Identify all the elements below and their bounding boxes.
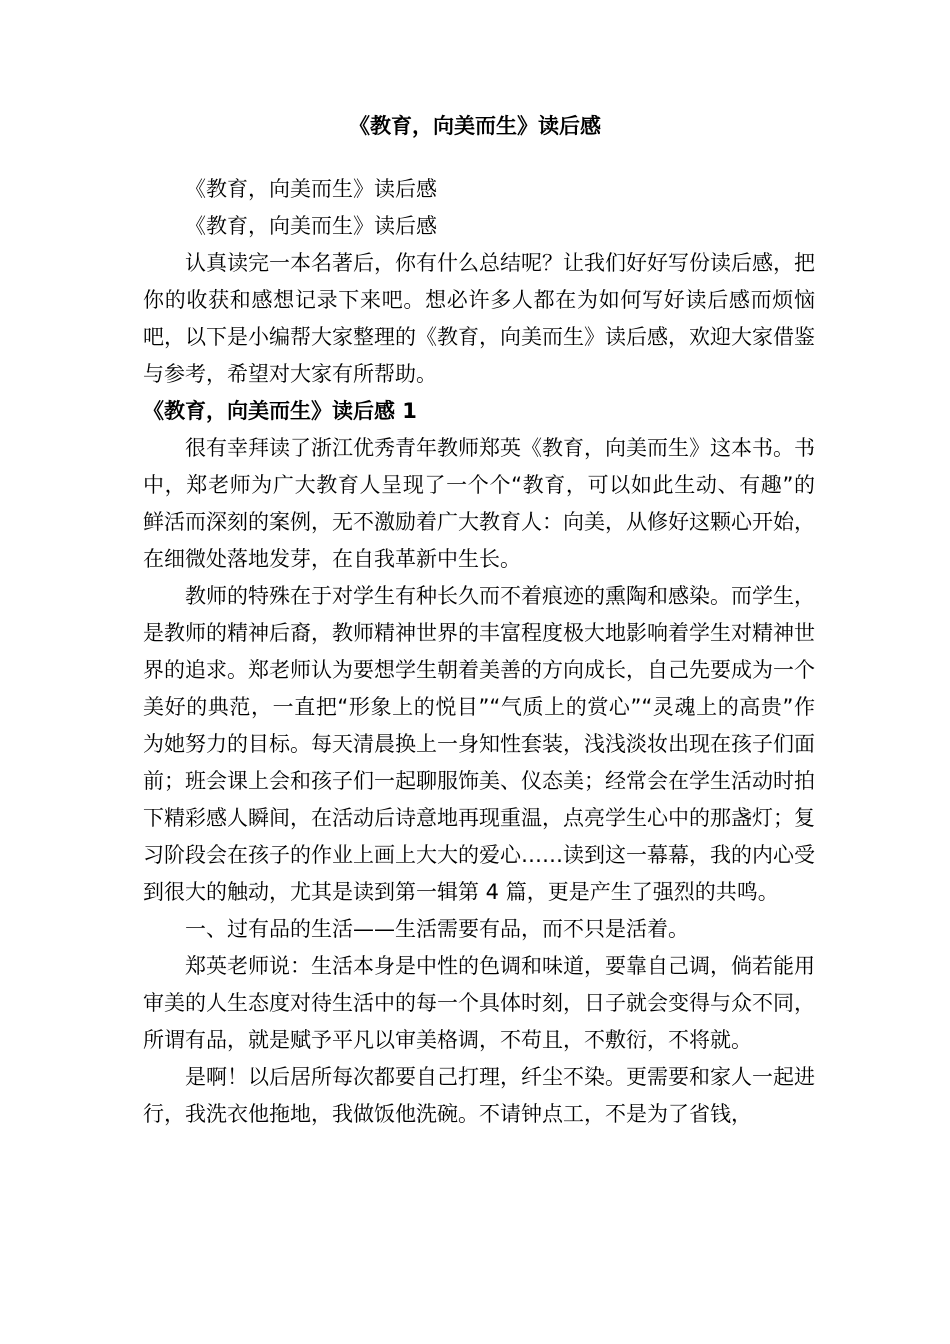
paragraph: 《教育，向美而生》读后感 (185, 177, 437, 201)
paragraph: 认真读完一本名著后，你有什么总结呢？让我们好好写份读后感，把你的收获和感想记录下来吧。想必许多人都在为如何写好读后感而烦恼吧，以下是小编帮大家整理的《教育，向美而生》读后感，欢迎大家借鉴与参考，希望对大家有所帮助。 (143, 251, 815, 386)
section-heading: 《教育，向美而生》读后感 1 (143, 399, 417, 423)
paragraph: 一、过有品的生活——生活需要有品，而不只是活着。 (185, 917, 689, 941)
paragraph: 郑英老师说：生活本身是中性的色调和味道，要靠自己调，倘若能用审美的人生态度对待生活中的每一个具体时刻，日子就会变得与众不同，所谓有品，就是赋予平凡以审美格调，不苟且，不敷衍，不将就。 (143, 954, 815, 1052)
document-body (143, 171, 815, 1133)
document-title: 《教育，向美而生》读后感 (349, 114, 601, 138)
paragraph: 很有幸拜读了浙江优秀青年教师郑英《教育，向美而生》这本书。书中，郑老师为广大教育人呈现了一个个“教育，可以如此生动、有趣”的鲜活而深刻的案例，无不激励着广大教育人：向美，从修好这颗心开始，在细微处落地发芽，在自我革新中生长。 (143, 436, 815, 571)
paragraph: 教师的特殊在于对学生有种长久而不着痕迹的熏陶和感染。而学生，是教师的精神后裔，教师精神世界的丰富程度极大地影响着学生对精神世界的追求。郑老师认为要想学生朝着美善的方向成长，自己先要成为一个美好的典范，一直把“形象上的悦目”“气质上的赏心”“灵魂上的高贵”作为她努力的目标。每天清晨换上一身知性套装，浅浅淡妆出现在孩子们面前；班会课上会和孩子们一起聊服饰美、仪态美；经常会在学生活动时拍下精彩感人瞬间，在活动后诗意地再现重温，点亮学生心中的那盏灯；复习阶段会在孩子的作业上画上大大的爱心……读到这一幕幕，我的内心受到很大的触动，尤其是读到第一辑第 4 篇，更是产生了强烈的共鸣。 (143, 584, 815, 904)
paragraph: 是啊！以后居所每次都要自己打理，纤尘不染。更需要和家人一起进行，我洗衣他拖地，我做饭他洗碗。不请钟点工，不是为了省钱， (143, 1065, 815, 1126)
paragraph: 《教育，向美而生》读后感 (185, 214, 437, 238)
